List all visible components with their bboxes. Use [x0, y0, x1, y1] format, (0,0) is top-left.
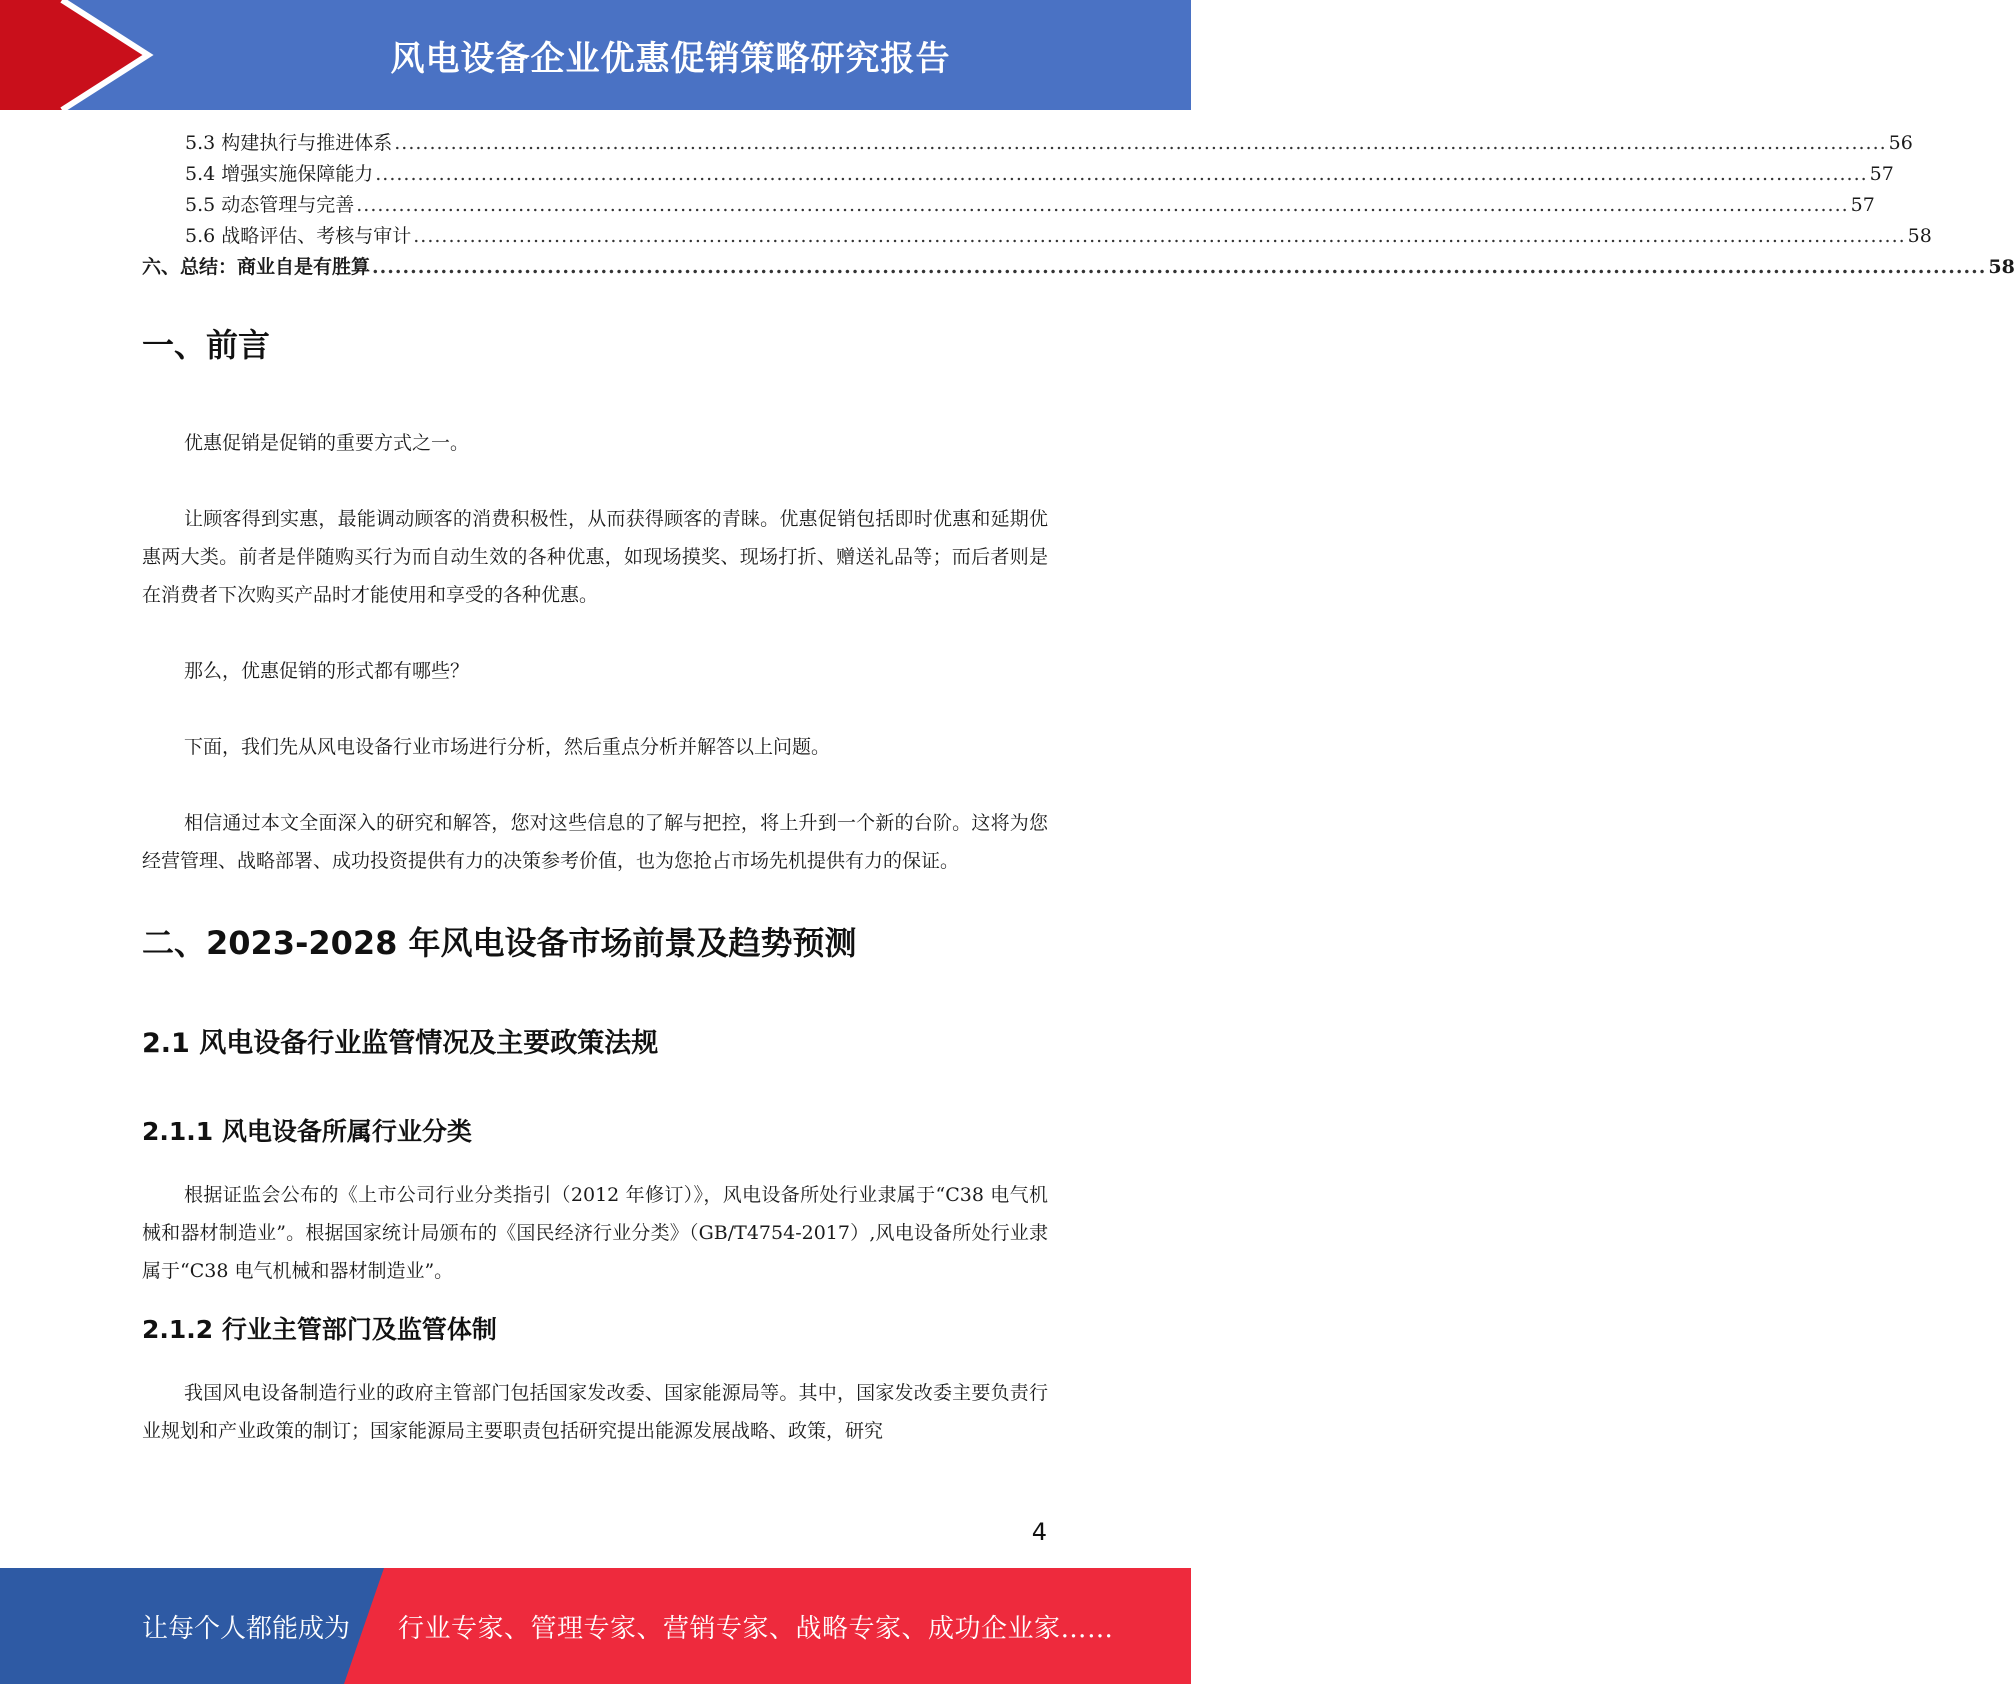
paragraph: 根据证监会公布的《上市公司行业分类指引（2012 年修订）》，风电设备所处行业隶属于“C38 电气机械和器材制造业”。根据国家统计局颁布的《国民经济行业分类》（GB/T4754-2017）,风电设备所处行业隶属于“C38 电气机械和器材制造业”。 [142, 1184, 1048, 1282]
toc-leader-dots: .................................................................................................................................................................................................................... [375, 163, 1868, 185]
footer-slogan-right: 行业专家、管理专家、营销专家、战略专家、成功企业家…… [398, 1613, 1114, 1644]
toc-leader-dots: .................................................................................................................................................................................................................... [372, 256, 1987, 278]
toc-entry[interactable] [142, 221, 1932, 252]
footer-banner [0, 1568, 1191, 1684]
toc-leader-dots: .................................................................................................................................................................................................................... [356, 194, 1849, 216]
paragraph: 优惠促销是促销的重要方式之一。 [184, 432, 470, 454]
page-number: 4 [1031, 1518, 1047, 1546]
toc-entry[interactable] [142, 190, 1875, 221]
toc-entry-label: 5.4 增强实施保障能力 [185, 163, 374, 185]
toc-entry-page: 58 [1907, 225, 1932, 247]
footer-slogan-left: 让每个人都能成为 [142, 1613, 351, 1644]
toc-leader-dots: .................................................................................................................................................................................................................... [413, 225, 1906, 247]
document-body [142, 320, 1048, 1450]
toc-entry[interactable] [142, 128, 1913, 159]
section-heading: 二、2023-2028 年风电设备市场前景及趋势预测 [142, 924, 857, 962]
paragraph: 相信通过本文全面深入的研究和解答，您对这些信息的了解与把控，将上升到一个新的台阶。这将为您经营管理、战略部署、成功投资提供有力的决策参考价值，也为您抢占市场先机提供有力的保证。 [142, 812, 1048, 872]
subsubsection-heading: 2.1.1 风电设备所属行业分类 [142, 1117, 472, 1146]
toc-entry-page: 57 [1850, 194, 1875, 216]
toc-entry-page: 56 [1888, 132, 1913, 154]
toc-leader-dots: .................................................................................................................................................................................................................... [394, 132, 1887, 154]
report-title: 风电设备企业优惠促销策略研究报告 [390, 38, 951, 79]
subsubsection-heading: 2.1.2 行业主管部门及监管体制 [142, 1315, 497, 1344]
toc-entry-label: 5.6 战略评估、考核与审计 [185, 225, 412, 247]
header-arrow-decoration [0, 0, 150, 110]
subsection-heading: 2.1 风电设备行业监管情况及主要政策法规 [142, 1028, 659, 1059]
table-of-contents [142, 128, 2015, 283]
toc-entry-label: 5.3 构建执行与推进体系 [185, 132, 393, 154]
section-heading: 一、前言 [142, 326, 271, 364]
toc-entry[interactable] [142, 159, 1894, 190]
toc-entry-page: 57 [1869, 163, 1894, 185]
toc-entry-label: 5.5 动态管理与完善 [185, 194, 355, 216]
paragraph: 我国风电设备制造行业的政府主管部门包括国家发改委、国家能源局等。其中，国家发改委主要负责行业规划和产业政策的制订；国家能源局主要职责包括研究提出能源发展战略、政策，研究 [142, 1382, 1048, 1442]
header-banner [0, 0, 1191, 110]
toc-entry[interactable] [142, 252, 2015, 283]
paragraph: 下面，我们先从风电设备行业市场进行分析，然后重点分析并解答以上问题。 [184, 736, 831, 758]
paragraph: 让顾客得到实惠，最能调动顾客的消费积极性，从而获得顾客的青睐。优惠促销包括即时优惠和延期优惠两大类。前者是伴随购买行为而自动生效的各种优惠，如现场摸奖、现场打折、赠送礼品等；而后者则是在消费者下次购买产品时才能使用和享受的各种优惠。 [142, 508, 1048, 606]
toc-entry-label: 六、总结：商业自是有胜算 [142, 256, 371, 278]
paragraph: 那么，优惠促销的形式都有哪些？ [184, 660, 470, 682]
toc-entry-page: 58 [1988, 256, 2015, 278]
